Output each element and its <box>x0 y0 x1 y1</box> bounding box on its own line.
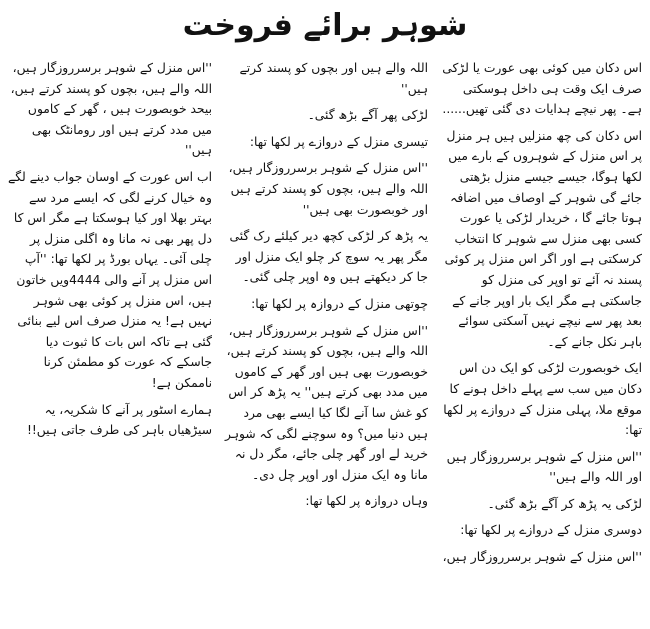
paragraph: ''اس منزل کے شوہر برسرروزگار ہیں، اللہ والے ہیں، بچوں کو پسند کرتے ہیں اور خوبصورت بھی ہیں'' <box>228 161 428 217</box>
paragraph: ایک خوبصورت لڑکی کو ایک دن اس دکان میں سب سے پہلے داخل ہونے کا موقع ملا، پہلی منزل کے دروازے پر لکھا تھا: <box>443 361 642 438</box>
paragraph: لڑکی یہ پڑھ کر آگے بڑھ گئی۔ <box>487 496 642 511</box>
column-middle <box>224 58 428 518</box>
paragraph: دوسری منزل کے دروازے پر لکھا تھا: <box>460 523 642 538</box>
paragraph: ''اس منزل کے شوہر برسرروزگار ہیں اور اللہ والے ہیں'' <box>446 449 642 485</box>
paragraph: ''اس منزل کے شوہر برسرروزگار ہیں، اللہ والے ہیں، بچوں کو پسند کرتے ہیں، بیحد خوبصورت ہیں ، گھر کے کاموں میں مدد کرتے ہیں اور رومانٹک بھی ہیں'' <box>10 61 212 158</box>
paragraph: تیسری منزل کے دروازے پر لکھا تھا: <box>249 134 428 149</box>
paragraph: وہاں دروازہ پر لکھا تھا: <box>305 494 428 509</box>
paragraph: اللہ والے ہیں اور بچوں کو پسند کرتے ہیں'' <box>239 61 428 96</box>
paragraph: یہ پڑھ کر لڑکی کچھ دیر کیلئے رک گئی مگر پھر یہ سوچ کر چلو ایک منزل اور جا کر دیکھتے ہیں وہ اوپر چلی گئی۔ <box>229 229 428 285</box>
paragraph: چوتھی منزل کے دروازہ پر لکھا تھا: <box>251 296 428 311</box>
column-left <box>8 58 212 447</box>
paragraph: ہمارے اسٹور پر آنے کا شکریہ، یہ سیڑھیاں باہر کی طرف جاتی ہیں!! <box>26 402 212 438</box>
paragraph: ''اس منزل کے شوہر برسرروزگار ہیں، اللہ والے ہیں، بچوں کو پسند کرتے ہیں، خوبصورت بھی ہیں اور گھر کے کاموں میں مدد بھی کرتے ہیں'' یہ پڑھ کر اس کو غش سا آنے لگا کیا ایسے بھی مرد ہیں دنیا میں؟ وہ سوچنے لگی کہ شوہر خرید لے اور گھر چلی جائے، مگر دل نہ مانا وہ ایک منزل اور اوپر چل دی۔ <box>225 323 428 482</box>
paragraph: اب اس عورت کے اوسان جواب دینے لگے وہ خیال کرنے لگی کہ ایسے مرد سے بہتر بھلا اور کیا ہوسکتا ہے مگر اس کا دل پھر بھی نہ مانا وہ اگلی منزل پر چلی آئی۔ یہاں بورڈ پر لکھا تھا: ''آپ اس منزل پر آنے والی 4444ویں خاتون ہیں، اس منزل پر کوئی بھی شوہر نہیں ہے! یہ منزل صرف اس لیے بنائی گئی ہے تاکہ اس بات کا ثبوت دیا جاسکے کہ عورت کو مطمئن کرنا ناممکن ہے! <box>8 169 212 390</box>
paragraph: لڑکی پھر آگے بڑھ گئی۔ <box>307 108 428 123</box>
paragraph: ''اس منزل کے شوہر برسرروزگار ہیں، <box>442 550 642 565</box>
column-right <box>438 58 642 574</box>
paragraph: اس دکان میں کوئی بھی عورت یا لڑکی صرف ایک وقت ہی داخل ہوسکتی ہے۔ پھر نیچے ہدایات دی گئی تھیں...... <box>442 61 642 117</box>
paragraph: اس دکان کی چھ منزلیں ہیں ہر منزل پر اس منزل کے شوہروں کے بارے میں لکھا ہوگا، جیسے جیسے منزل بڑھتی جائے گی شوہر کے اوصاف میں اضافہ ہوتا جائے گا ، خریدار لڑکی یا عورت کسی بھی منزل سے شوہر کا انتخاب کرسکتی ہے اور اگر اس منزل پر کوئی پسند نہ آئے تو اوپر کی منزل کو جاسکتی ہے مگر ایک بار اوپر جانے کے بعد پھر سے نیچے نہیں آسکتی سوائے باہر نکل جانے کے۔ <box>444 128 642 349</box>
article-title: شوہر برائے فروخت <box>182 8 468 43</box>
